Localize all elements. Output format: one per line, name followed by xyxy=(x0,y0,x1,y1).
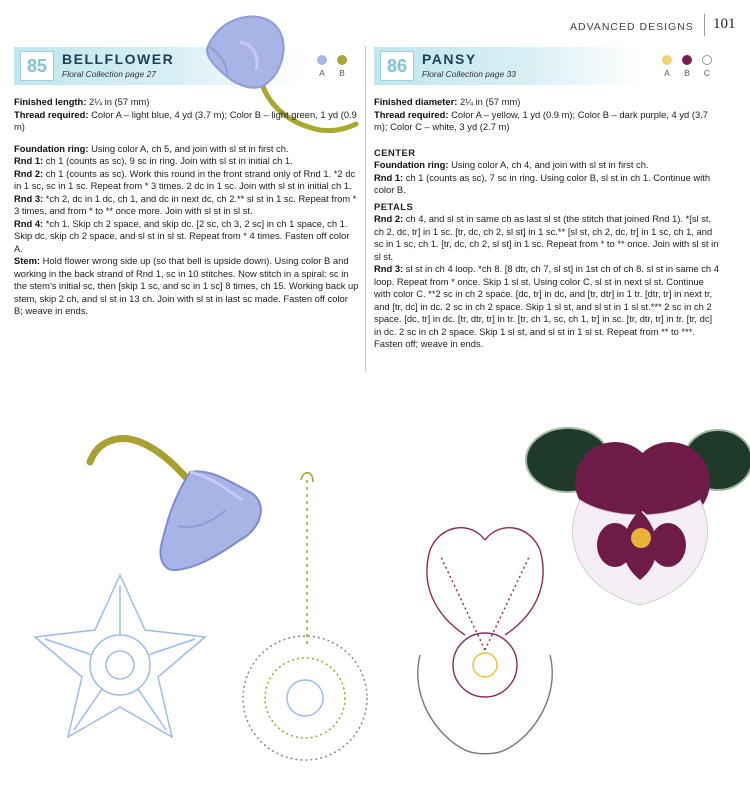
thread-required xyxy=(374,109,719,134)
step-label: Rnd 3: xyxy=(374,263,404,274)
page-number: 101 xyxy=(713,16,736,32)
bellflower-chart-diagram xyxy=(20,565,220,755)
instruction-step xyxy=(14,143,359,156)
finished-length xyxy=(14,96,359,109)
step-label: Rnd 2: xyxy=(14,167,44,179)
step-label: Rnd 4: xyxy=(14,217,44,229)
running-head: ADVANCED DESIGNS xyxy=(570,21,694,33)
field-value: 2¼ in (57 mm) xyxy=(457,96,521,107)
pansy-number-badge: 86 xyxy=(380,51,414,81)
swatch-label: A xyxy=(319,68,325,78)
instruction-step xyxy=(14,193,359,218)
step-text: ch 4, and sl st in same ch as last sl st (the stitch that joined Rnd 1). *[sl st, ch 2, dc, tr] in 1 sc. [tr, dc, ch 2, sl st] in 1 sc.** [sl st, ch 2, dc, tr] in 1 sc, ch 1, and sc in 1 sc, ch 1. [tr, dc, ch 2, sl st] in 1 sc. Repeat from * to ** once. Join with sl st in sl st. xyxy=(374,213,719,262)
field-label: Thread required: xyxy=(14,108,89,120)
instruction-step xyxy=(14,155,359,168)
pansy-title: PANSY xyxy=(422,51,477,67)
swatch-dot xyxy=(662,55,672,65)
swatch-a xyxy=(660,55,674,78)
swatch-b xyxy=(680,55,694,78)
bellflower-title: BELLFLOWER xyxy=(62,51,175,67)
field-value: Color A – yellow, 1 yd (0.9 m); Color B – dark purple, 4 yd (3.7 m); Color C – white, 3 yd (2.7 m) xyxy=(374,108,708,132)
pansy-title-bar xyxy=(374,47,644,85)
center-heading: CENTER xyxy=(374,146,416,158)
field-value: 2¼ in (57 mm) xyxy=(86,96,150,107)
swatch-label: A xyxy=(664,68,670,78)
instruction-step xyxy=(374,213,719,263)
swatch-label: B xyxy=(339,68,345,78)
bellflower-number-badge: 85 xyxy=(20,51,54,81)
finished-diameter xyxy=(374,96,719,109)
step-label: Rnd 2: xyxy=(374,213,404,224)
bellflower-instructions xyxy=(14,96,359,318)
step-text: ch 1 (counts as sc), 9 sc in ring. Join with sl st in initial ch 1. xyxy=(43,155,293,166)
petals-heading: PETALS xyxy=(374,200,414,212)
step-label: Stem: xyxy=(14,255,41,266)
swatch-label: C xyxy=(703,68,711,78)
instruction-step xyxy=(14,168,359,193)
bellflower-subtitle: Floral Collection page 27 xyxy=(62,69,157,79)
step-text: Using color A, ch 5, and join with sl st in first ch. xyxy=(88,142,289,154)
step-label: Rnd 1: xyxy=(374,171,404,183)
field-label: Finished length: xyxy=(14,96,87,107)
instruction-step xyxy=(374,172,719,197)
step-text: Using color A, ch 4, and join with sl st in first ch. xyxy=(448,159,649,170)
field-label: Thread required: xyxy=(374,108,449,120)
pansy-photo xyxy=(520,420,750,620)
swatch-c xyxy=(700,55,714,78)
step-label: Foundation ring: xyxy=(374,159,449,170)
column-divider xyxy=(365,46,366,372)
step-label: Foundation ring: xyxy=(14,142,89,154)
step-text: Hold flower wrong side up (so that bell is upside down). Using color B and working in the back strand of Rnd 1, sc in 10 stitches. Now stitch in a spiral: sc in the stem's initial sc, then [skip 1 sc, and sc in 1 sc] 8 times, ch 15. Working back up stem, skip 2 ch, and sl st in 13 ch. Join with sl st in last sc made. Fasten off color B; weave in ends. xyxy=(14,255,359,316)
step-text: *ch 2, dc in 1 dc, ch 1, and dc in next dc, ch 2.** sl st in 1 sc. Repeat from * 3 times, and from * to ** once more. Join with sl st in sl st. xyxy=(14,192,357,216)
header-divider xyxy=(704,14,705,36)
pansy-subtitle: Floral Collection page 33 xyxy=(422,69,517,79)
swatch-dot xyxy=(682,55,692,65)
field-value: Color A – light blue, 4 yd (3.7 m); Color B – light green, 1 yd (0.9 m) xyxy=(14,108,357,132)
bellflower-stem-diagram xyxy=(235,470,375,788)
instruction-step xyxy=(14,255,359,318)
field-label: Finished diameter: xyxy=(374,96,458,107)
step-text: *ch 1. Skip ch 2 space, and skip dc. [2 sc, ch 3, 2 sc] in ch 1 space, ch 1. Skip dc, skip ch 2 space, and sl st in sl st. Repeat from * 4 times. Fasten off color A. xyxy=(14,217,350,254)
step-text: sl st in ch 4 loop. *ch 8. [8 dtr, ch 7, sl st] in 1st ch of ch 8. sl st in same ch 4 loop. Repeat from * once. Skip 1 sl st. Using color C, sl st in next sl st. Continue with color C. **2 sc in ch 2 space. [dc, tr] in dc, and [tr, dtr] in 1 tr. [dtr, tr] in next tr, and [tr, dc] in dc. 2 sc in ch 2 space. Skip 1 sl st, and sl st in 1 sl st.*** 2 sc in ch 2 space. [dc, tr] in dc. [tr, dtr, tr] in tr. [tr, ch 1, sc, ch 1, tr] in sc. [tr, dtr, tr] in tr. [tr, dc] in dc. 2 sc in ch 2 space. Skip 1 sl st, and sl st in 1 sl st. Repeat from ** to ***. Fasten off; weave in ends. xyxy=(374,263,719,349)
thread-required xyxy=(14,109,359,134)
instruction-step xyxy=(14,218,359,256)
swatch-dot xyxy=(702,55,712,65)
step-text: ch 1 (counts as sc). Work this round in the front strand only of Rnd 1. *2 dc in 1 sc, sc in 1 sc. Repeat from * 3 times. 2 dc in 1 sc. Join with sl st in initial ch 1. xyxy=(14,167,356,191)
instruction-step xyxy=(374,263,719,351)
step-text: ch 1 (counts as sc), 7 sc in ring. Using color B, sl st in ch 1. Continue with color B. xyxy=(374,171,711,195)
instruction-step xyxy=(374,159,719,172)
swatch-label: B xyxy=(684,68,690,78)
pansy-color-swatches xyxy=(660,55,714,78)
step-label: Rnd 1: xyxy=(14,155,44,166)
pansy-instructions xyxy=(374,96,719,351)
step-label: Rnd 3: xyxy=(14,192,44,204)
